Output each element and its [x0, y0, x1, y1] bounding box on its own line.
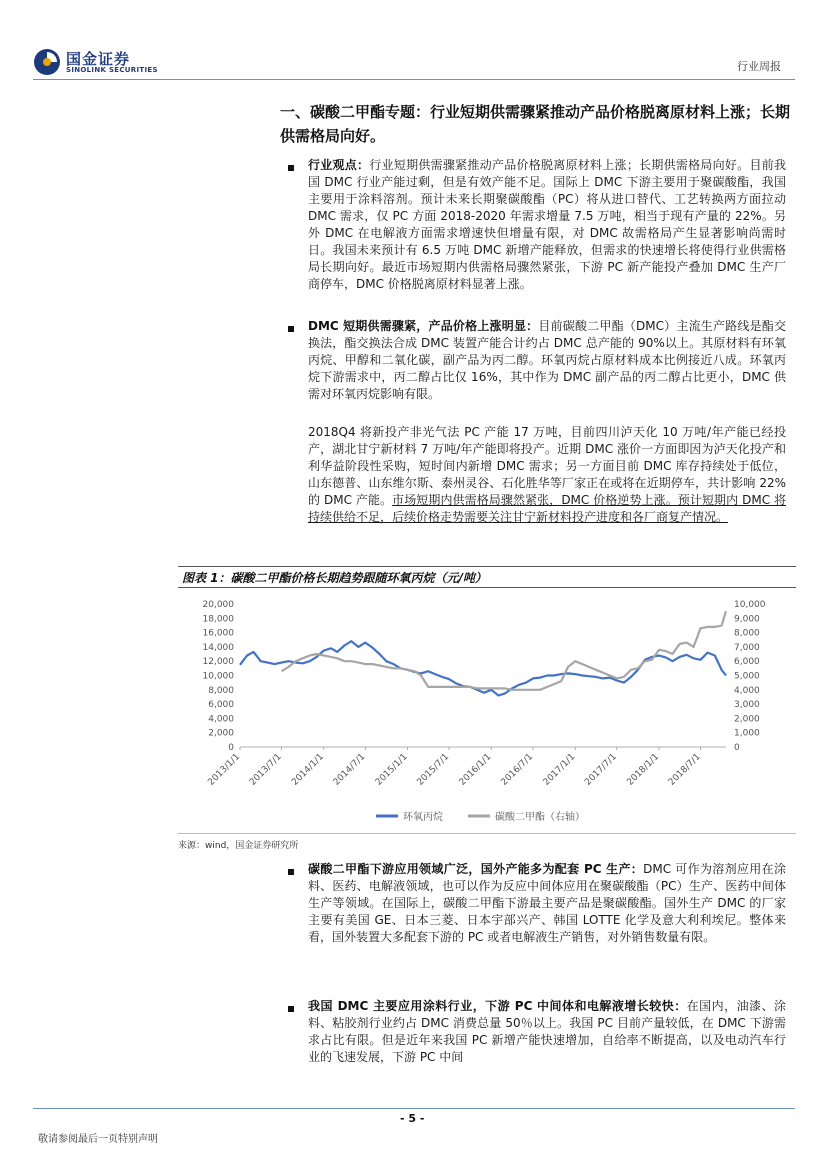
y-right-tick-label: 4,000 [734, 685, 760, 696]
y-left-tick-label: 8,000 [208, 685, 234, 696]
y-right-tick-label: 1,000 [734, 728, 760, 739]
y-right-tick-label: 10,000 [734, 600, 766, 610]
paragraph-lead: DMC 短期供需骤紧，产品价格上涨明显： [308, 319, 539, 333]
figure-top-rule [178, 566, 796, 567]
paragraph-body: DMC 可作为溶剂应用在涂料、医药、电解液领域，也可以作为反应中间体应用在聚碳酸酯（PC）生产、医药中间体生产等领域。在国际上，碳酸二甲酯下游最主要产品是聚碳酸酯。国外生产 DMC 的厂家主要有美国 GE、日本三菱、日本宇部兴产、韩国 LOTTE 化学及意大利利埃尼。整体来看，国外装置大多配套下游的 PC 或者电解液生产销售，对外销售数量有限。 [308, 862, 786, 944]
footer-divider [33, 1108, 795, 1109]
header-divider [33, 79, 795, 80]
logo-chinese-name: 国金证券 [66, 50, 131, 68]
legend-label: 碳酸二甲酯（右轴） [495, 812, 585, 823]
x-tick-label: 2015/7/1 [415, 752, 452, 788]
x-tick-label: 2013/7/1 [248, 752, 284, 788]
paragraph-industry-view [308, 157, 786, 293]
y-left-tick-label: 0 [228, 743, 234, 753]
y-left-tick-label: 6,000 [208, 700, 234, 711]
report-type-label: 行业周报 [737, 60, 781, 73]
page-number: - 5 - [400, 1112, 425, 1125]
paragraph-underlined-conclusion: 市场短期内供需格局骤然紧张，DMC 价格逆势上涨。预计短期内 DMC 将持续供给不足，后续价格走势需要关注甘宁新材料投产进度和各厂商复产情况。 [308, 493, 786, 524]
y-right-tick-label: 6,000 [734, 657, 760, 668]
sinolink-logo-icon [33, 48, 61, 76]
figure-source: 来源：wind，国金证券研究所 [178, 841, 299, 851]
paragraph-body: 目前碳酸二甲酯（DMC）主流生产路线是酯交换法，酯交换法合成 DMC 装置产能合计约占 DMC 总产能的 90%以上。其原材料有环氧丙烷、甲醇和二氧化碳，副产品为丙二醇。环氧丙烷占原材料成本比例接近八成。环氧丙烷下游需求中，丙二醇占比仅 16%，其中作为 DMC 副产品的丙二醇占比更小，DMC 供需对环氧丙烷影响有限。 [308, 319, 786, 401]
legend-label: 环氧丙烷 [403, 812, 443, 823]
y-left-tick-label: 2,000 [208, 728, 234, 739]
paragraph-body: 在国内，油漆、涂料、粘胶剂行业约占 DMC 消费总量 50％以上。我国 PC 目前产量较低，在 DMC 下游需求占比有限。但是近年来我国 PC 新增产能快速增加，自给率不断提高，以及电动汽车行业的飞速发展，下游 PC 中间 [308, 999, 786, 1064]
y-right-tick-label: 5,000 [734, 671, 760, 682]
bullet-square-icon [288, 326, 294, 332]
x-tick-label: 2017/1/1 [541, 752, 578, 788]
paragraph-lead: 碳酸二甲酯下游应用领域广泛，国外产能多为配套 PC 生产： [308, 862, 644, 876]
y-right-tick-label: 2,000 [734, 714, 760, 725]
paragraph-downstream-global [308, 861, 786, 946]
x-tick-label: 2017/7/1 [583, 752, 619, 788]
paragraph-lead: 我国 DMC 主要应用涂料行业，下游 PC 中间体和电解液增长较快： [308, 999, 687, 1013]
y-left-tick-label: 18,000 [202, 614, 234, 625]
paragraph-pc-capacity [308, 424, 786, 526]
logo-english-name: SINOLINK SECURITIES [66, 66, 158, 74]
x-tick-label: 2018/1/1 [625, 752, 662, 788]
y-right-tick-label: 7,000 [734, 642, 760, 653]
bullet-square-icon [288, 869, 294, 875]
x-tick-label: 2014/7/1 [331, 752, 368, 788]
paragraph-dmc-supply [308, 318, 786, 403]
y-left-tick-label: 12,000 [202, 657, 234, 668]
x-tick-label: 2016/7/1 [499, 752, 536, 788]
paragraph-body: 行业短期供需骤紧推动产品价格脱离原材料上涨；长期供需格局向好。目前我国 DMC 行业产能过剩，但是有效产能不足。国际上 DMC 下游主要用于聚碳酸酯，我国主要用于涂料溶剂。预计未来长期聚碳酸酯（PC）将从进口替代、工艺转换两方面拉动 DMC 需求，仅 PC 方面 2018-2020 年需求增量 7.5 万吨，相当于现有产量的 22%。另外 DMC 在电解液方面需求增速快但增量有限，对 DMC 故需格局产生显著影响尚需时日。我国未来预计有 6.5 万吨 DMC 新增产能释放，但需求的快速增长将使得行业供需格局长期向好。最近市场短期内供需格局骤然紧张，下游 PC 新产能投产叠加 DMC 生产厂商停车，DMC 价格脱离原材料显著上涨。 [308, 158, 786, 291]
y-right-tick-label: 8,000 [734, 628, 760, 639]
section-title: 一、碳酸二甲酯专题：行业短期供需骤紧推动产品价格脱离原材料上涨；长期供需格局向好。 [280, 103, 791, 145]
footer-disclaimer: 敬请参阅最后一页特别声明 [38, 1134, 158, 1145]
bullet-square-icon [288, 165, 294, 171]
x-tick-label: 2018/7/1 [666, 752, 703, 788]
figure-end-rule [178, 833, 796, 834]
y-left-tick-label: 4,000 [208, 714, 234, 725]
paragraph-body: 2018Q4 将新投产非光气法 PC 产能 17 万吨，目前四川泸天化 10 万吨/年产能已经投产，湖北甘宁新材料 7 万吨/年产能即将投产。近期 DMC 涨价一方面即因为泸天化投产和利华益阶段性采购，短时间内新增 DMC 需求；另一方面目前 DMC 库存持续处于低位，山东德普、山东维尔斯、泰州灵谷、石化胜华等厂家正在或将在近期停车，共计影响 22%的 DMC 产能。 [308, 425, 786, 507]
x-tick-label: 2015/1/1 [373, 752, 410, 788]
y-left-tick-label: 10,000 [202, 671, 234, 682]
series-line-dmc [282, 611, 727, 690]
figure-title: 图表 1：碳酸二甲酯价格长期趋势跟随环氧丙烷（元/吨） [182, 571, 487, 585]
figure-title-rule [178, 587, 796, 588]
y-right-tick-label: 0 [734, 743, 740, 753]
x-tick-label: 2014/1/1 [290, 752, 326, 788]
y-left-tick-label: 20,000 [202, 600, 234, 610]
y-right-tick-label: 3,000 [734, 700, 760, 711]
bullet-square-icon [288, 1006, 294, 1012]
x-tick-label: 2013/1/1 [206, 752, 243, 788]
paragraph-downstream-domestic [308, 998, 786, 1066]
y-right-tick-label: 9,000 [734, 614, 760, 625]
y-left-tick-label: 16,000 [202, 628, 234, 639]
y-left-tick-label: 14,000 [202, 642, 234, 653]
x-tick-label: 2016/1/1 [457, 752, 494, 788]
price-trend-chart [178, 590, 796, 830]
paragraph-lead: 行业观点： [308, 158, 370, 172]
